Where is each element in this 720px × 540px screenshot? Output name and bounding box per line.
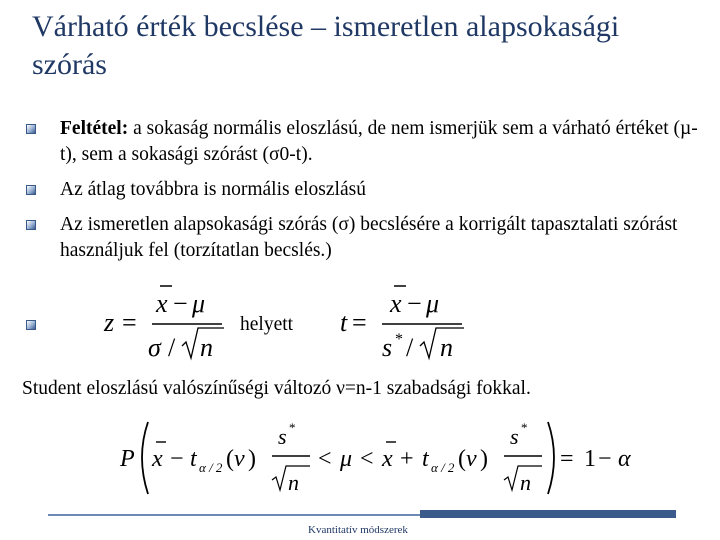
svg-text:=: =	[122, 308, 137, 337]
svg-text:−: −	[598, 446, 612, 472]
svg-text:t: t	[190, 446, 197, 472]
confidence-interval-formula	[112, 414, 652, 500]
svg-text:s: s	[382, 333, 393, 362]
condition-text: a sokaság normális eloszlású, de nem ismerjük sem a várható értéket (µ-t), sem a sokasági szórást (σ0-t).	[60, 118, 698, 165]
svg-text:x: x	[152, 446, 163, 472]
bullet-mean-normal: Az átlag továbbra is normális eloszlású	[60, 179, 366, 200]
svg-text:n: n	[288, 470, 299, 495]
svg-text:<: <	[360, 446, 374, 472]
svg-text:ν: ν	[234, 446, 245, 472]
svg-text:+: +	[400, 446, 414, 472]
svg-text:P: P	[120, 446, 135, 472]
svg-text:n: n	[520, 470, 531, 495]
svg-text:=: =	[560, 446, 574, 472]
student-distribution-text: Student eloszlású valószínűségi változó ν=n-1 szabadsági fokkal.	[22, 378, 531, 399]
bullet-square-icon	[26, 185, 36, 195]
slide-title: Várható érték becslése – ismeretlen alapsokasági szórás	[32, 10, 620, 81]
svg-text:*: *	[521, 420, 528, 435]
svg-text:α / 2: α / 2	[199, 460, 223, 475]
svg-text:−: −	[173, 289, 188, 318]
svg-text:−: −	[170, 446, 184, 472]
svg-text:z: z	[104, 308, 115, 337]
svg-text:(: (	[226, 446, 234, 472]
condition-label: Feltétel:	[60, 118, 129, 139]
svg-text:x: x	[156, 289, 168, 318]
svg-text:x: x	[390, 289, 402, 318]
svg-text:α: α	[618, 446, 631, 472]
svg-text:): )	[480, 446, 488, 472]
svg-text:(: (	[458, 446, 466, 472]
svg-text:σ: σ	[148, 333, 161, 362]
svg-text:s: s	[510, 424, 519, 449]
svg-text:*: *	[289, 420, 296, 435]
bullet-square-icon	[26, 220, 36, 230]
svg-text:ν: ν	[466, 446, 477, 472]
svg-text:n: n	[200, 333, 213, 362]
svg-text:*: *	[395, 331, 403, 348]
svg-text:t: t	[340, 308, 348, 337]
z-formula	[100, 276, 230, 366]
svg-text:μ: μ	[426, 289, 440, 318]
bullet-condition	[60, 116, 700, 168]
svg-text:μ: μ	[192, 289, 206, 318]
svg-text:<: <	[318, 446, 332, 472]
footer-label: Kvantitatív módszerek	[308, 524, 408, 536]
t-formula	[338, 276, 468, 366]
svg-text:−: −	[407, 289, 422, 318]
svg-text:n: n	[440, 333, 453, 362]
svg-text:1: 1	[584, 446, 596, 472]
svg-text:t: t	[422, 446, 429, 472]
svg-text:α / 2: α / 2	[431, 460, 455, 475]
svg-text:): )	[248, 446, 256, 472]
bullet-square-icon	[26, 124, 36, 134]
bullet-square-icon	[26, 320, 36, 330]
svg-text:/: /	[406, 333, 414, 362]
footer-accent-bar	[420, 510, 676, 518]
svg-text:s: s	[278, 424, 287, 449]
svg-text:x: x	[382, 446, 393, 472]
instead-label: helyett	[240, 314, 294, 335]
svg-text:/: /	[168, 333, 176, 362]
svg-text:μ: μ	[340, 446, 353, 472]
svg-text:=: =	[352, 308, 367, 337]
bullet-sample-sd: Az ismeretlen alapsokasági szórás (σ) becslésére a korrigált tapasztalati szórást használjuk fel (torzítatlan becslés.)	[60, 214, 678, 261]
